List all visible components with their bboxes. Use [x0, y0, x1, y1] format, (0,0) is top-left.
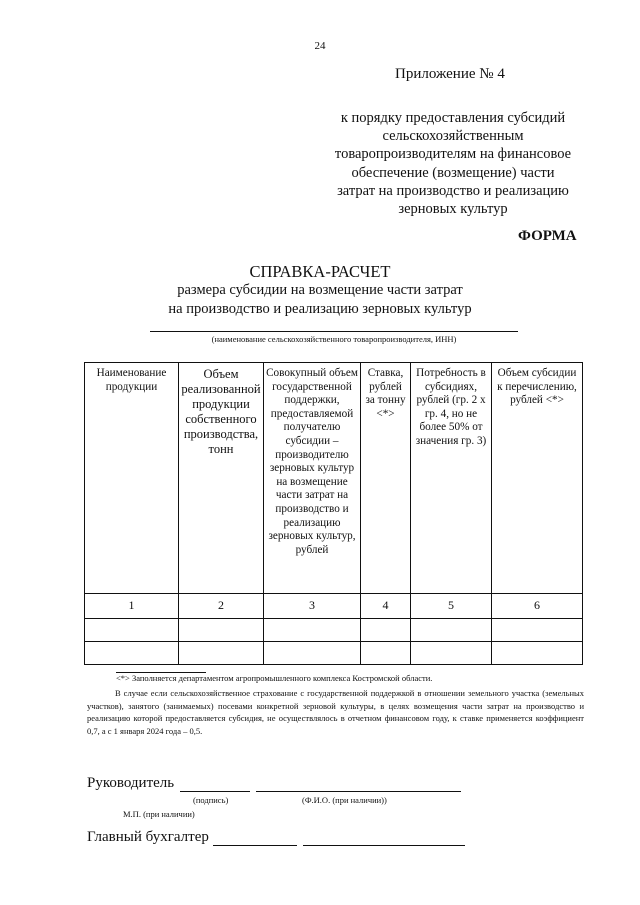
table-header-cell: Объем субсидии к перечислению, рублей <*> [492, 363, 583, 594]
document-title: СПРАВКА-РАСЧЕТ [249, 262, 391, 281]
table-cell [179, 642, 264, 665]
table-row [85, 619, 583, 642]
accountant-label: Главный бухгалтер [87, 829, 209, 845]
table-row [85, 642, 583, 665]
signature-caption: (подпись) [193, 795, 229, 805]
table-cell [361, 642, 411, 665]
table-header-cell: Потребность в субсидиях, рублей (гр. 2 х гр. 4, но не более 50% от значения гр. 3) [411, 363, 492, 594]
table-cell [85, 642, 179, 665]
column-number: 6 [492, 594, 583, 619]
table-cell [85, 619, 179, 642]
subtitle-line: зерновых культур [398, 201, 508, 218]
footnote: <*> Заполняется департаментом агропромышленного комплекса Костромской области. [116, 673, 433, 683]
column-number: 2 [179, 594, 264, 619]
accountant-signature-line [213, 845, 297, 846]
page-number: 24 [314, 40, 326, 52]
table-cell [492, 642, 583, 665]
title-sub-line: размера субсидии на возмещение части затрат [177, 282, 463, 298]
table-cell [411, 619, 492, 642]
table-cell [264, 642, 361, 665]
subtitle-line: обеспечение (возмещение) части [351, 164, 555, 181]
table-cell [179, 619, 264, 642]
table-header-cell: Совокупный объем государственной поддержки, предоставляемой получателю субсидии – производителю зерновых культур на возмещение части затрат на производство и реализацию зерновых культур, рублей [264, 363, 361, 594]
table-header-cell: Ставка, рублей за тонну <*> [361, 363, 411, 594]
column-number: 1 [85, 594, 179, 619]
document-subtitle [0, 281, 640, 319]
subtitle-line: сельскохозяйственным [382, 128, 524, 145]
fio-caption: (Ф.И.О. (при наличии)) [302, 795, 387, 805]
stamp-caption: М.П. (при наличии) [123, 809, 195, 819]
table-header-cell: Объем реализованной продукции собственного производства, тонн [179, 363, 264, 594]
head-fio-line [256, 791, 461, 792]
producer-name-caption: (наименование сельскохозяйственного товаропроизводителя, ИНН) [211, 334, 457, 344]
accountant-fio-line [303, 845, 465, 846]
column-number: 5 [411, 594, 492, 619]
form-label: ФОРМА [518, 228, 577, 244]
column-number: 3 [264, 594, 361, 619]
table-header-cell: Наименование продукции [85, 363, 179, 594]
subtitle-line: товаропроизводителям на финансовое [334, 146, 572, 163]
table-header-row [85, 363, 583, 594]
appendix-subtitle [318, 109, 588, 218]
insurance-note: В случае если сельскохозяйственное страхование с государственной поддержкой в отношении земельного участка (земельных участков), занятого (занимаемых) посевами конкретной зерновой культуры, в целях возмещения части затрат на производство и реализацию которой предоставляется субсидия, не осуществлялось в отчетном финансовом году, к ставке применяется коэффициент 0,7, а с 1 января 2024 года – 0,5. [87, 688, 584, 736]
table-cell [411, 642, 492, 665]
head-label: Руководитель [87, 775, 175, 791]
subtitle-line: к порядку предоставления субсидий [340, 110, 566, 126]
column-number-row [85, 594, 583, 619]
head-signature-line [180, 791, 250, 792]
table-cell [264, 619, 361, 642]
table-cell [361, 619, 411, 642]
subtitle-line: затрат на производство и реализацию [337, 182, 569, 199]
calculation-table [84, 362, 583, 665]
appendix-label: Приложение № 4 [395, 66, 505, 82]
title-sub-line: на производство и реализацию зерновых культур [168, 301, 472, 317]
table-cell [492, 619, 583, 642]
column-number: 4 [361, 594, 411, 619]
producer-name-line [150, 331, 518, 332]
